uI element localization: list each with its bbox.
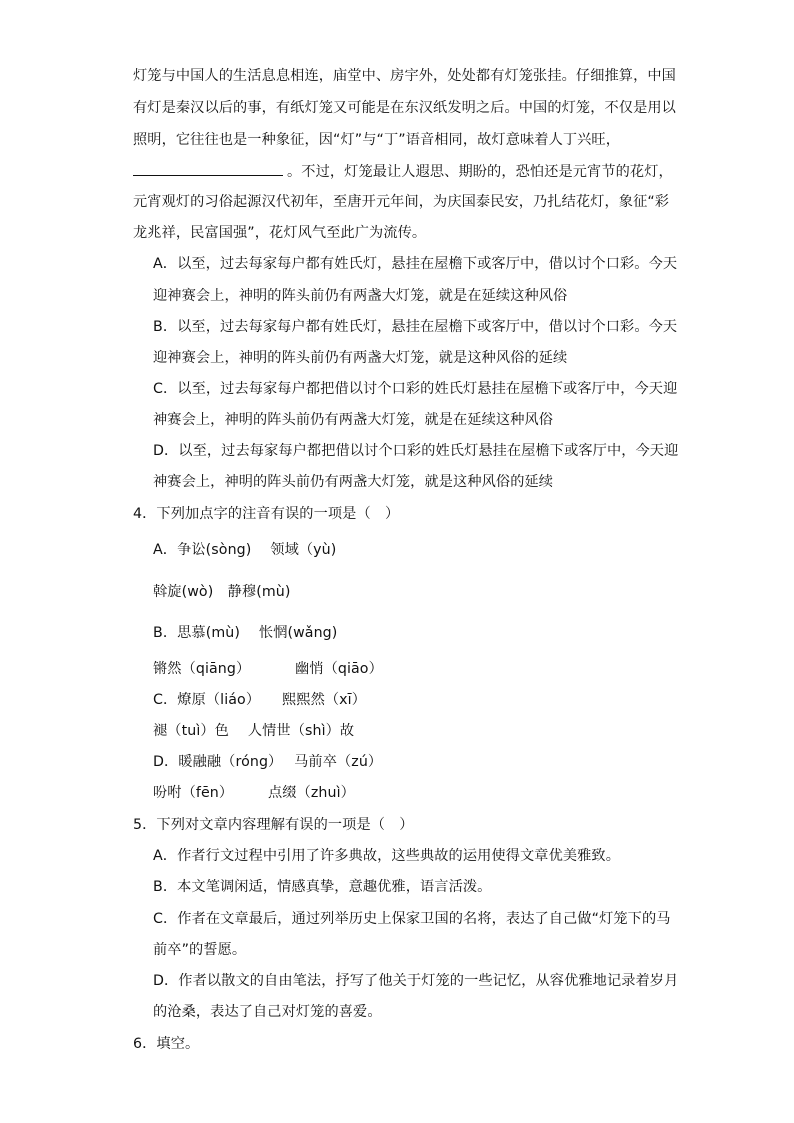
option-d-cont-right: 点缀（zhuì） bbox=[268, 785, 355, 801]
option-c-right: 熙熙然（xī） bbox=[282, 692, 366, 708]
option-a: A．以至，过去每家每户都有姓氏灯，悬挂在屋檐下或客厅中，借以讨个口彩。今天 bbox=[153, 256, 678, 272]
option-c-cont: 褪（tuì）色 人情世（shì）故 bbox=[153, 723, 355, 739]
option-b: B．思慕(mù) 怅惘(wǎng) bbox=[153, 625, 338, 641]
passage-line bbox=[133, 161, 673, 182]
option-b-cont-right: 幽悄（qiāo） bbox=[295, 661, 383, 677]
option-c: C．燎原（liáo） bbox=[153, 692, 261, 708]
option-c-cont: 神赛会上，神明的阵头前仍有两盏大灯笼，就是在延续这种风俗 bbox=[153, 412, 554, 428]
option-b-cont-left: 锵然（qiāng） bbox=[153, 661, 251, 677]
option-d-cont-left: 吩咐（fēn） bbox=[153, 785, 234, 801]
option-a-cont: 斡旋(wò) 静穆(mù) bbox=[153, 584, 291, 600]
option-d: D．暖融融（róng） 马前卒（zú） bbox=[153, 754, 383, 770]
option-b: B．以至，过去每家每户都有姓氏灯，悬挂在屋檐下或客厅中，借以讨个口彩。今天 bbox=[153, 319, 678, 335]
option-a-cont: 迎神赛会上，神明的阵头前仍有两盏大灯笼，就是在延续这种风俗 bbox=[153, 288, 568, 304]
fill-in-blank[interactable] bbox=[133, 161, 283, 176]
passage-line: 照明，它往往也是一种象征，因“灯”与“丁”语音相同，故灯意味着人丁兴旺， bbox=[133, 132, 621, 148]
option-c: C．作者在文章最后，通过列举历史上保家卫国的名将，表达了自己做“灯笼下的马 bbox=[153, 911, 671, 927]
option-c-cont: 前卒”的誓愿。 bbox=[153, 942, 247, 958]
option-d-cont: 的沧桑，表达了自己对灯笼的喜爱。 bbox=[153, 1004, 382, 1020]
option-b-cont: 迎神赛会上，神明的阵头前仍有两盏大灯笼，就是这种风俗的延续 bbox=[153, 350, 568, 366]
option-c: C．以至，过去每家每户都把借以讨个口彩的姓氏灯悬挂在屋檐下或客厅中，今天迎 bbox=[153, 381, 678, 397]
option-d: D．以至，过去每家每户都把借以讨个口彩的姓氏灯悬挂在屋檐下或客厅中，今天迎 bbox=[153, 443, 679, 459]
option-a: A．争讼(sòng) 领域（yù) bbox=[153, 542, 337, 558]
passage-text: 。不过，灯笼最让人遐思、期盼的，恐怕还是元宵节的花灯， bbox=[287, 164, 673, 180]
passage-line: 元宵观灯的习俗起源汉代初年，至唐开元年间，为庆国泰民安，乃扎结花灯，象征“彩 bbox=[133, 194, 670, 210]
option-d: D．作者以散文的自由笔法，抒写了他关于灯笼的一些记忆，从容优雅地记录着岁月 bbox=[153, 973, 679, 989]
passage-line: 有灯是秦汉以后的事，有纸灯笼又可能是在东汉纸发明之后。中国的灯笼，不仅是用以 bbox=[133, 100, 676, 116]
passage-line: 龙兆祥，民富国强”，花灯风气至此广为流传。 bbox=[133, 225, 427, 241]
option-b: B．本文笔调闲适，情感真挚，意趣优雅，语言活泼。 bbox=[153, 879, 492, 895]
option-d-cont: 神赛会上，神明的阵头前仍有两盏大灯笼，就是这种风俗的延续 bbox=[153, 474, 554, 490]
passage-line: 灯笼与中国人的生活息息相连，庙堂中、房宇外，处处都有灯笼张挂。仔细推算，中国 bbox=[133, 68, 676, 84]
question-stem: 4．下列加点字的注音有误的一项是（ ） bbox=[133, 506, 400, 522]
question-stem: 5．下列对文章内容理解有误的一项是（ ） bbox=[133, 817, 414, 833]
question-stem: 6．填空。 bbox=[133, 1036, 200, 1052]
option-a: A．作者行文过程中引用了许多典故，这些典故的运用使得文章优美雅致。 bbox=[153, 848, 621, 864]
